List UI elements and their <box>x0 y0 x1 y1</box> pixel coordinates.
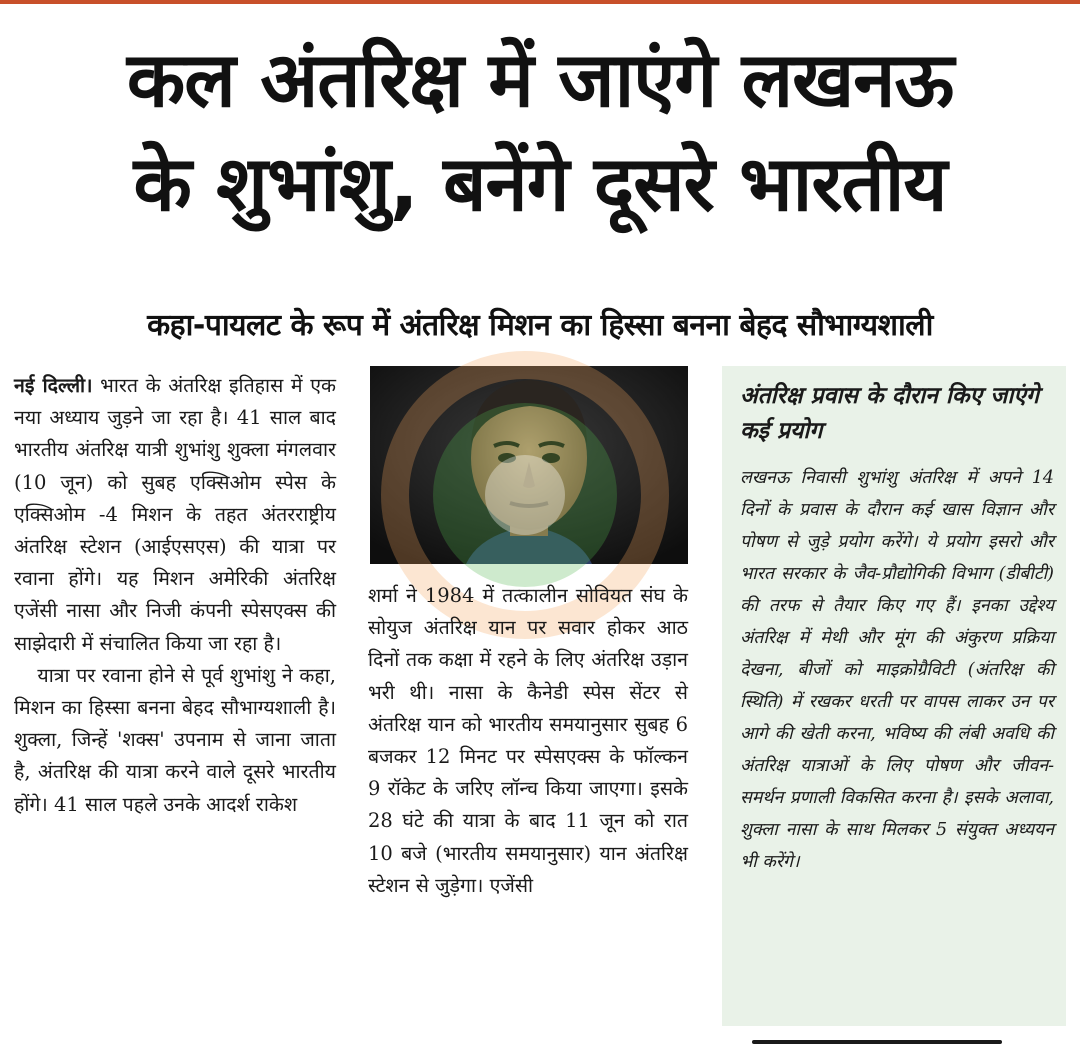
cutoff-bar <box>752 1040 1002 1044</box>
article-para-3-text: शर्मा ने 1984 में तत्कालीन सोवियत संघ के सोयुज अंतरिक्ष यान पर सवार होकर आठ दिनों तक कक्षा में रहने के लिए अंतरिक्ष उड़ान भरी थी। नासा के कैनेडी स्पेस सेंटर से अंतरिक्ष यान को भारतीय समयानुसार सुबह 6 बजकर 12 मिनट पर स्पेसएक्स के फॉल्कन 9 रॉकेट के जरिए लॉन्च किया जाएगा। इसके 28 घंटे की यात्रा के बाद 11 जून को रात 10 बजे (भारतीय समयानुसार) यान अंतरिक्ष स्टेशन से जुड़ेगा। <box>368 584 688 897</box>
sidebar-body: लखनऊ निवासी शुभांशु अंतरिक्ष में अपने 14 दिनों के प्रवास के दौरान कई खास विज्ञान और पोषण से जुड़े प्रयोग करेंगे। ये प्रयोग इसरो और भारत सरकार के जैव-प्रौद्योगिकी विभाग (डीबीटी) की तरफ से तैयार किए गए हैं। इनका उद्देश्य अंतरिक्ष में मेथी और मूंग की अंकुरण प्रक्रिया देखना, बीजों को माइक्रोग्रैविटी (अंतरिक्ष की स्थिति) में रखकर धरती पर वापस लाकर उन पर आगे की खेती करना, भविष्य की लंबी अवधि की अंतरिक्ष यात्राओं के लिए पोषण और जीवन-समर्थन प्रणाली विकसित करना है। इसके अलावा, शुक्ला नासा के साथ मिलकर 5 संयुक्त अध्ययन भी करेंगे। <box>740 468 1054 872</box>
dateline: नई दिल्ली। <box>14 374 93 397</box>
headline <box>0 28 1080 236</box>
top-rule <box>0 0 1080 4</box>
portrait-icon <box>370 366 688 564</box>
astronaut-photo <box>370 366 688 564</box>
article-para-2: यात्रा पर रवाना होने से पूर्व शुभांशु ने कहा, मिशन का हिस्सा बनना बेहद सौभाग्यशाली है। शुक्ला, जिन्हें 'शक्स' उपनाम से जाना जाता है, अंतरिक्ष की यात्रा करने वाले दूसरे भारतीय होंगे। 41 साल पहले उनके आदर्श राकेश <box>14 663 336 816</box>
next-story-cutoff <box>722 1032 1066 1045</box>
headline-line-2: के शुभांशु, बनेंगे दूसरे भारतीय <box>133 139 947 228</box>
subheadline: कहा-पायलट के रूप में अंतरिक्ष मिशन का हिस्सा बनना बेहद सौभाग्यशाली <box>147 308 933 343</box>
sidebar-heading: अंतरिक्ष प्रवास के दौरान किए जाएंगे कई प्रयोग <box>740 382 1039 444</box>
headline-line-1: कल अंतरिक्ष में जाएंगे लखनऊ <box>126 35 954 124</box>
article-column-2 <box>368 580 688 902</box>
article-para-3 <box>368 580 688 902</box>
article-para-1-text: भारत के अंतरिक्ष इतिहास में एक नया अध्याय जुड़ने जा रहा है। 41 साल बाद भारतीय अंतरिक्ष यात्री शुभांशु शुक्ला मंगलवार (10 जून) को सुबह एक्सिओम स्पेस के एक्सिओम -4 मिशन के तहत अंतरराष्ट्रीय अंतरिक्ष स्टेशन (आईएसएस) की यात्रा पर रवाना होंगे। यह मिशन अमेरिकी अंतरिक्ष एजेंसी नासा और निजी कंपनी स्पेसएक्स की साझेदारी में संचालित किया जा रहा है। <box>14 374 336 655</box>
sidebar-box <box>722 366 1066 1026</box>
agency-credit: एजेंसी <box>489 873 534 897</box>
article-column-1 <box>14 370 336 821</box>
article-para-1 <box>14 370 336 660</box>
